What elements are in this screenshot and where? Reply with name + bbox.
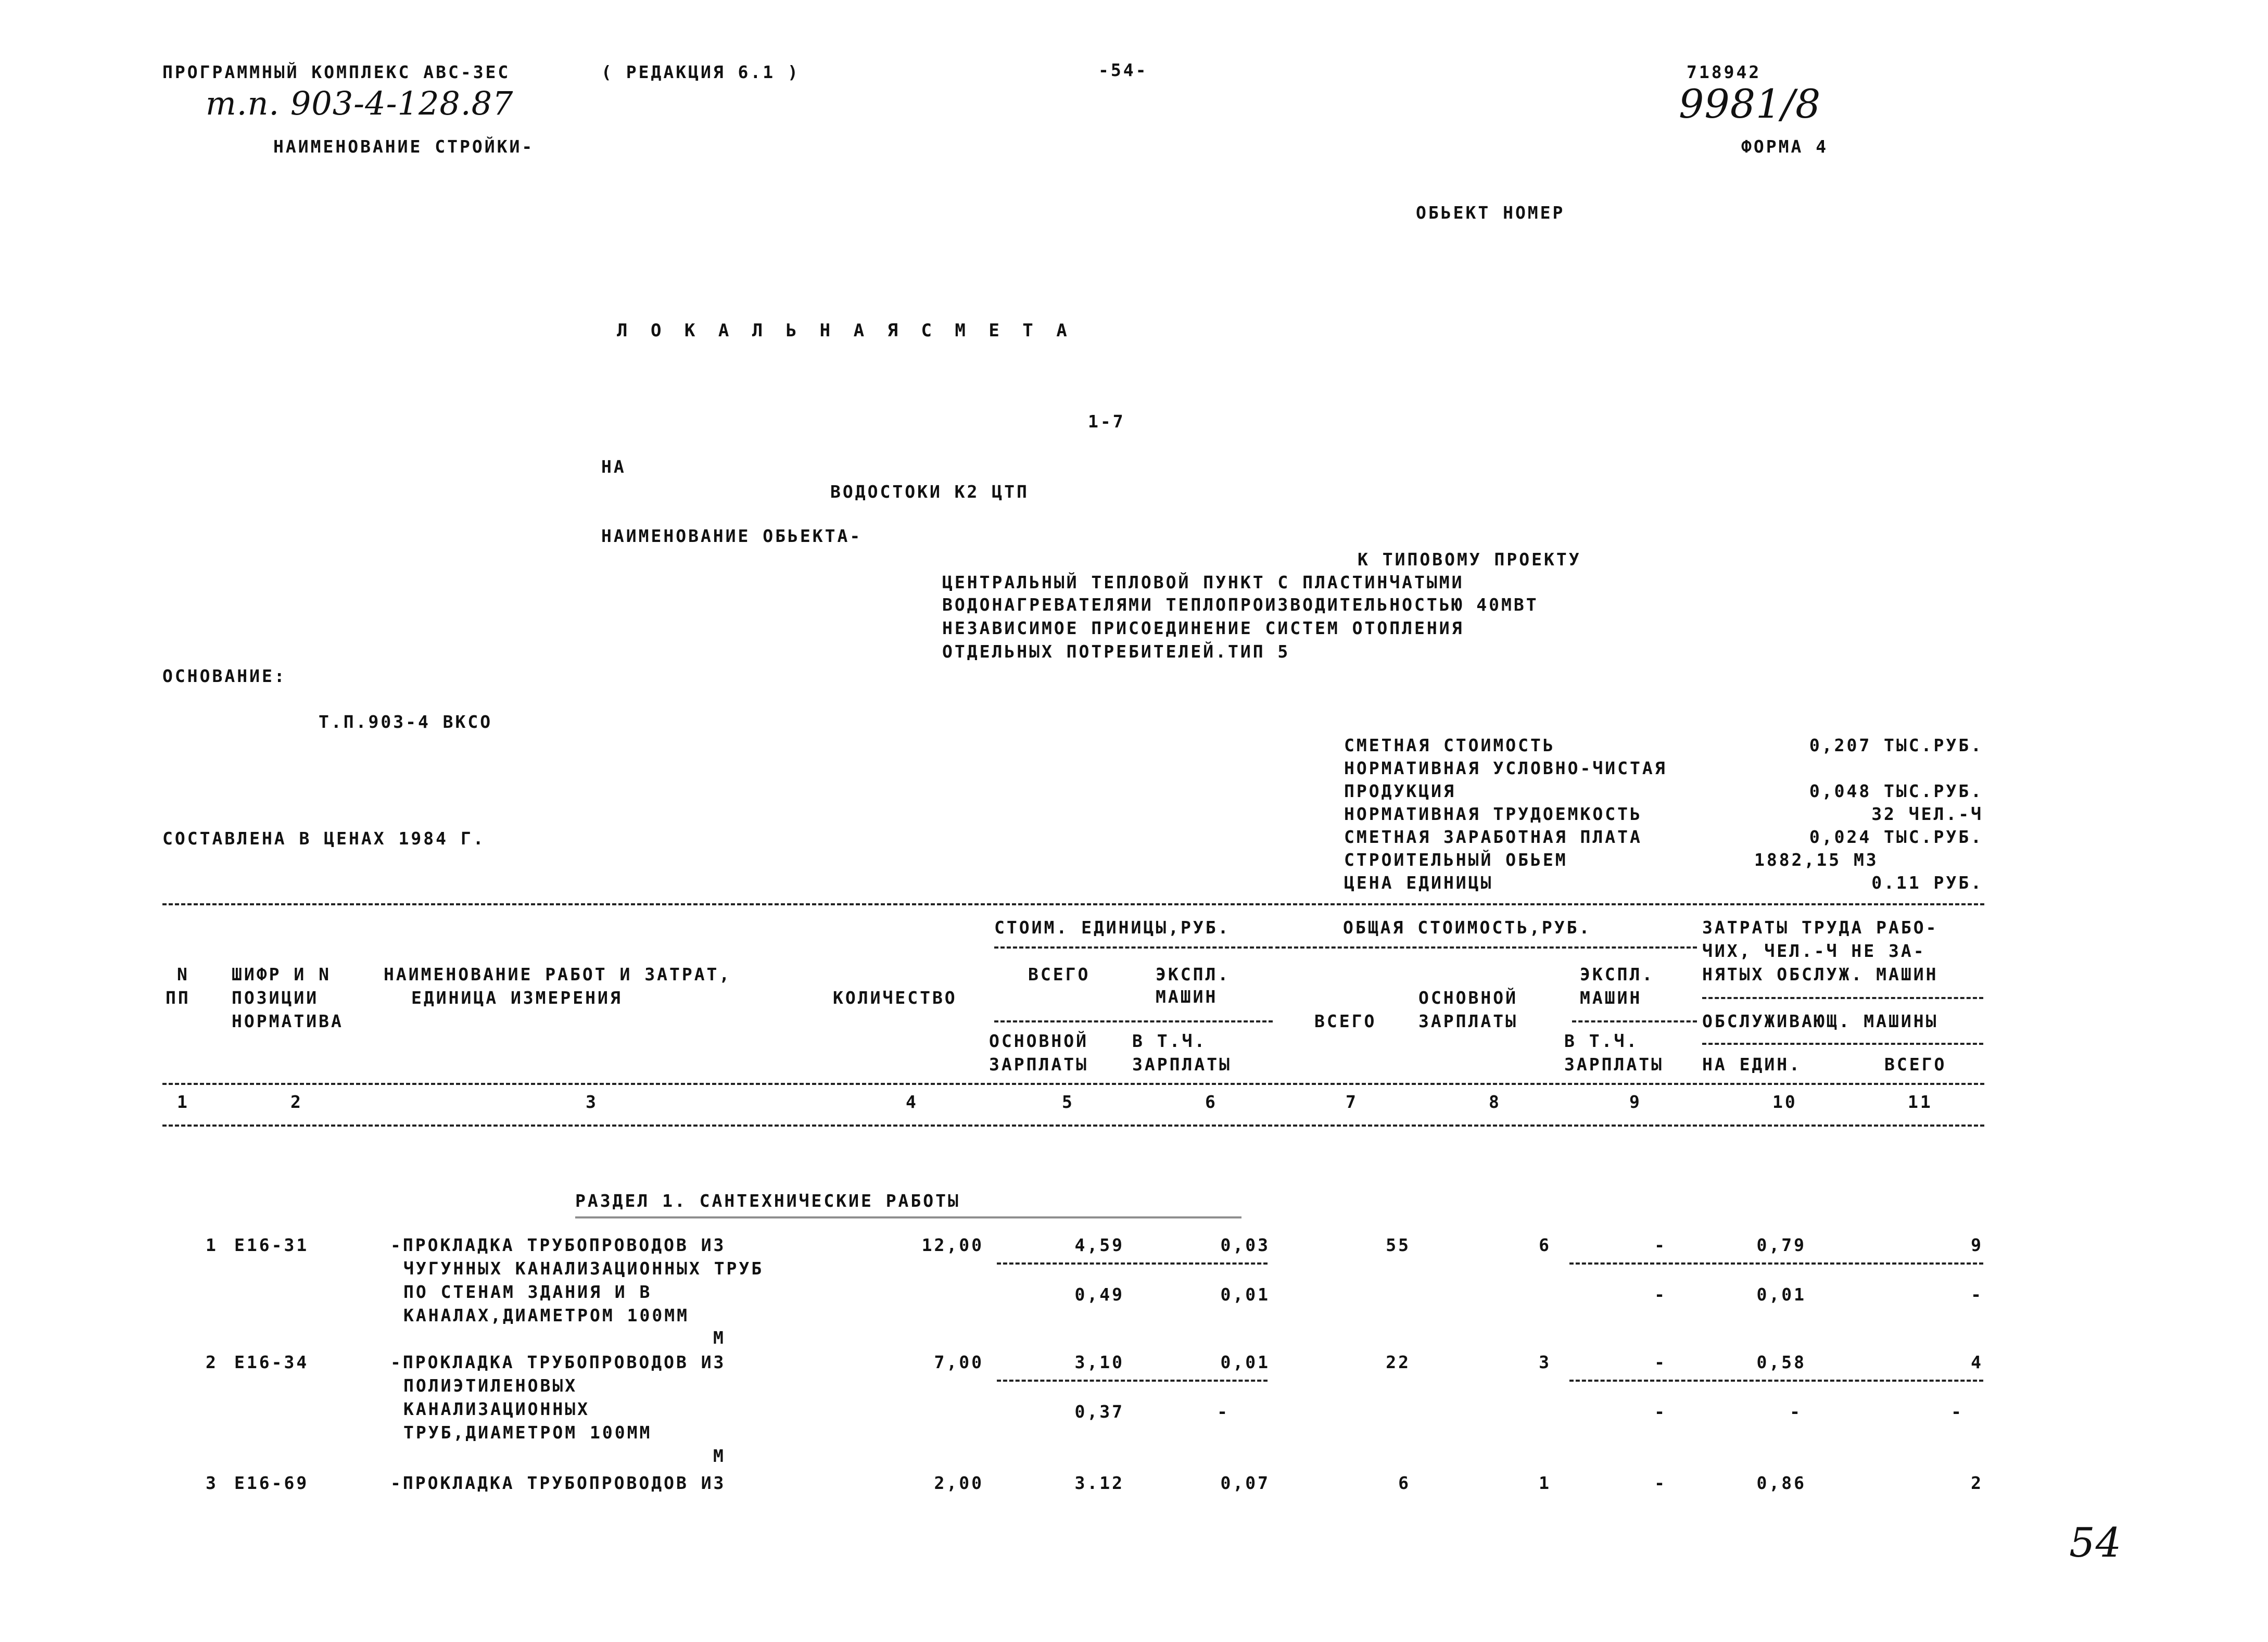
colnum-10: 10 xyxy=(1772,1092,1797,1112)
object-line-4: НЕЗАВИСИМОЕ ПРИСОЕДИНЕНИЕ СИСТЕМ ОТОПЛЕНИЯ xyxy=(942,618,1464,638)
handwritten-project-number: т.п. 903-4-128.87 xyxy=(206,84,514,122)
estimate-on-label: НА xyxy=(601,457,626,477)
handwritten-page-number: 54 xyxy=(2069,1520,2122,1567)
row3-total: 6 xyxy=(1398,1473,1411,1493)
row2-name-2: ПОЛИЭТИЛЕНОВЫХ xyxy=(403,1375,578,1396)
header-total-machines-1: ЭКСПЛ. xyxy=(1580,964,1655,984)
row3-code: Е16-69 xyxy=(234,1473,309,1493)
header-total-machines-rule xyxy=(1572,1020,1697,1022)
header-col2-line1: ШИФР И N xyxy=(232,964,331,984)
row3-labor-total: 2 xyxy=(1971,1473,1983,1493)
row1-service-total: - xyxy=(1971,1284,1983,1305)
header-unit-total: ВСЕГО xyxy=(1028,964,1091,984)
row1-name-1: -ПРОКЛАДКА ТРУБОПРОВОДОВ ИЗ xyxy=(390,1235,726,1255)
row3-machines: - xyxy=(1654,1473,1667,1493)
construction-name-label: НАИМЕНОВАНИЕ СТРОЙКИ- xyxy=(273,136,535,157)
row1-name-4: КАНАЛАХ,ДИАМЕТРОМ 100ММ xyxy=(403,1305,689,1325)
row1-service-unit: 0,01 xyxy=(1756,1284,1806,1305)
summary-label-1: СМЕТНАЯ СТОИМОСТЬ xyxy=(1344,735,1555,755)
row2-name-4: ТРУБ,ДИАМЕТРОМ 100ММ xyxy=(403,1422,652,1443)
header-total-basepay-2: ЗАРПЛАТЫ xyxy=(1418,1011,1518,1031)
header-labor-service: ОБСЛУЖИВАЮЩ. МАШИНЫ xyxy=(1702,1011,1938,1031)
doc-number: 718942 xyxy=(1687,62,1762,82)
header-labor-total: ВСЕГО xyxy=(1884,1054,1947,1075)
colnum-bottom-rule xyxy=(162,1125,1984,1127)
row2-total: 22 xyxy=(1386,1352,1411,1372)
summary-value-3: 0,048 ТЫС.РУБ. xyxy=(1809,781,1983,801)
header-bottom-rule xyxy=(162,1083,1984,1085)
page-mark: -54- xyxy=(1098,60,1148,80)
row2-labor-rule xyxy=(1569,1380,1983,1382)
header-unit-basepay-2: ЗАРПЛАТЫ xyxy=(989,1054,1088,1075)
row2-name-1: -ПРОКЛАДКА ТРУБОПРОВОДОВ ИЗ xyxy=(390,1352,726,1372)
program-name: ПРОГРАММНЫЙ КОМПЛЕКС АВС-ЗЕС xyxy=(162,62,511,82)
colnum-9: 9 xyxy=(1629,1092,1642,1112)
colnum-11: 11 xyxy=(1908,1092,1933,1112)
row3-labor-unit: 0,86 xyxy=(1756,1473,1806,1493)
header-unit-inclpay-2: ЗАРПЛАТЫ xyxy=(1132,1054,1232,1075)
row2-service-unit: - xyxy=(1790,1401,1802,1422)
header-total-machines-2: МАШИН xyxy=(1580,988,1642,1008)
row1-labor-rule xyxy=(1569,1262,1983,1265)
header-per-unit: НА ЕДИН. xyxy=(1702,1054,1802,1075)
header-unit-machines-2: МАШИН xyxy=(1156,987,1218,1007)
object-line-5: ОТДЕЛЬНЫХ ПОТРЕБИТЕЛЕЙ.ТИП 5 xyxy=(942,641,1290,662)
summary-value-4: 32 ЧЕЛ.-Ч xyxy=(1871,804,1983,824)
row2-labor-total: 4 xyxy=(1971,1352,1983,1372)
object-line-3: ВОДОНАГРЕВАТЕЛЯМИ ТЕПЛОПРОИЗВОДИТЕЛЬНОСТЬЮ 40МВТ xyxy=(942,595,1539,615)
row2-unit-machines: 0,01 xyxy=(1220,1352,1270,1372)
row1-name-2: ЧУГУННЫХ КАНАЛИЗАЦИОННЫХ ТРУБ xyxy=(403,1258,764,1279)
row2-quantity: 7,00 xyxy=(934,1352,984,1372)
header-unit-basepay-1: ОСНОВНОЙ xyxy=(989,1031,1088,1051)
colnum-6: 6 xyxy=(1205,1092,1218,1112)
header-col1-line1: N xyxy=(177,964,189,984)
basis-label: ОСНОВАНИЕ: xyxy=(162,666,287,686)
header-total-inclpay-1: В Т.Ч. xyxy=(1564,1031,1639,1051)
program-edition: ( РЕДАКЦИЯ 6.1 ) xyxy=(601,62,800,82)
row1-quantity: 12,00 xyxy=(921,1235,984,1255)
row2-unit: М xyxy=(713,1446,726,1466)
header-unit-cost: СТОИМ. ЕДИНИЦЫ,РУБ. xyxy=(994,917,1231,938)
row1-machines: - xyxy=(1654,1235,1667,1255)
row1-unit-total: 4,59 xyxy=(1074,1235,1124,1255)
section-underline xyxy=(575,1217,1241,1220)
row1-labor-total: 9 xyxy=(1971,1235,1983,1255)
summary-label-4: НОРМАТИВНАЯ ТРУДОЕМКОСТЬ xyxy=(1344,804,1642,824)
row3-quantity: 2,00 xyxy=(934,1473,984,1493)
summary-value-5: 0,024 ТЫС.РУБ. xyxy=(1809,827,1983,847)
header-unit-inclpay-1: В Т.Ч. xyxy=(1132,1031,1207,1051)
header-unit-rule-2 xyxy=(994,1020,1273,1022)
row1-unit-rule xyxy=(997,1262,1268,1265)
summary-value-1: 0,207 ТЫС.РУБ. xyxy=(1809,735,1983,755)
row2-unit-rule xyxy=(997,1380,1268,1382)
row3-unit-machines: 0,07 xyxy=(1220,1473,1270,1493)
colnum-5: 5 xyxy=(1062,1092,1074,1112)
row1-number: 1 xyxy=(206,1235,218,1255)
colnum-8: 8 xyxy=(1489,1092,1501,1112)
row2-machines: - xyxy=(1654,1352,1667,1372)
form-number: ФОРМА 4 xyxy=(1741,136,1829,157)
row2-code: Е16-34 xyxy=(234,1352,309,1372)
prices-label: СОСТАВЛЕНА В ЦЕНАХ 1984 Г. xyxy=(162,828,486,849)
colnum-3: 3 xyxy=(586,1092,598,1112)
header-col3-line1: НАИМЕНОВАНИЕ РАБОТ И ЗАТРАТ, xyxy=(384,964,732,984)
header-col2-line3: НОРМАТИВА xyxy=(232,1011,344,1031)
header-labor-rule xyxy=(1702,997,1983,999)
summary-label-6: СТРОИТЕЛЬНЫЙ ОБЬЕМ xyxy=(1344,850,1568,870)
summary-value-7: 0.11 РУБ. xyxy=(1871,873,1983,893)
row2-unit-incl-pay: - xyxy=(1217,1401,1230,1422)
row3-number: 3 xyxy=(206,1473,218,1493)
header-total-inclpay-2: ЗАРПЛАТЫ xyxy=(1564,1054,1664,1075)
header-total-basepay-1: ОСНОВНОЙ xyxy=(1418,988,1518,1008)
colnum-4: 4 xyxy=(906,1092,918,1112)
row3-unit-total: 3.12 xyxy=(1074,1473,1124,1493)
header-col2-line2: ПОЗИЦИИ xyxy=(232,988,319,1008)
colnum-7: 7 xyxy=(1346,1092,1358,1112)
row3-base-pay: 1 xyxy=(1539,1473,1551,1493)
section-title: РАЗДЕЛ 1. САНТЕХНИЧЕСКИЕ РАБОТЫ xyxy=(575,1191,960,1211)
object-number-label: ОБЬЕКТ НОМЕР xyxy=(1416,203,1565,223)
colnum-2: 2 xyxy=(290,1092,303,1112)
header-labor-rule-2 xyxy=(1702,1043,1983,1045)
header-quantity: КОЛИЧЕСТВО xyxy=(833,988,957,1008)
summary-label-7: ЦЕНА ЕДИНИЦЫ xyxy=(1344,873,1493,893)
row1-unit-machines: 0,03 xyxy=(1220,1235,1270,1255)
row1-unit-incl-pay: 0,01 xyxy=(1220,1284,1270,1305)
estimate-title: Л О К А Л Ь Н А Я С М Е Т А xyxy=(617,320,1073,341)
row3-name-1: -ПРОКЛАДКА ТРУБОПРОВОДОВ ИЗ xyxy=(390,1473,726,1493)
row1-unit-base-pay: 0,49 xyxy=(1074,1284,1124,1305)
header-unit-machines-1: ЭКСПЛ. xyxy=(1156,964,1231,984)
row2-base-pay: 3 xyxy=(1539,1352,1551,1372)
summary-label-2: НОРМАТИВНАЯ УСЛОВНО-ЧИСТАЯ xyxy=(1344,758,1667,778)
summary-label-5: СМЕТНАЯ ЗАРАБОТНАЯ ПЛАТА xyxy=(1344,827,1642,847)
header-labor-2: ЧИХ, ЧЕЛ.-Ч НЕ ЗА- xyxy=(1702,941,1926,961)
row1-code: Е16-31 xyxy=(234,1235,309,1255)
row2-service-total: - xyxy=(1951,1401,1963,1422)
row1-incl-pay: - xyxy=(1654,1284,1667,1305)
estimate-number: 1-7 xyxy=(1088,411,1125,432)
basis-value: Т.П.903-4 ВКСО xyxy=(319,712,493,732)
row2-name-3: КАНАЛИЗАЦИОННЫХ xyxy=(403,1399,590,1419)
colnum-1: 1 xyxy=(177,1092,189,1112)
object-name-label: НАИМЕНОВАНИЕ ОБЬЕКТА- xyxy=(601,526,863,546)
row1-name-3: ПО СТЕНАМ ЗДАНИЯ И В xyxy=(403,1282,652,1302)
header-total-rule xyxy=(1275,946,1697,949)
row1-base-pay: 6 xyxy=(1539,1235,1551,1255)
header-labor-1: ЗАТРАТЫ ТРУДА РАБО- xyxy=(1702,917,1938,938)
table-top-rule xyxy=(162,903,1984,905)
summary-label-3: ПРОДУКЦИЯ xyxy=(1344,781,1456,801)
header-col3-line2: ЕДИНИЦА ИЗМЕРЕНИЯ xyxy=(411,988,623,1008)
row2-labor-unit: 0,58 xyxy=(1756,1352,1806,1372)
handwritten-code: 9981/8 xyxy=(1679,81,1821,127)
header-total-all: ВСЕГО xyxy=(1314,1011,1377,1031)
object-line-1: К ТИПОВОМУ ПРОЕКТУ xyxy=(1358,549,1581,570)
row2-incl-pay: - xyxy=(1654,1401,1667,1422)
row2-unit-total: 3,10 xyxy=(1074,1352,1124,1372)
row1-total: 55 xyxy=(1386,1235,1411,1255)
header-labor-3: НЯТЫХ ОБСЛУЖ. МАШИН xyxy=(1702,964,1938,984)
header-col1-line2: ПП xyxy=(166,988,191,1008)
header-total-cost: ОБЩАЯ СТОИМОСТЬ,РУБ. xyxy=(1343,917,1592,938)
header-unit-rule xyxy=(994,946,1273,949)
row1-labor-unit: 0,79 xyxy=(1756,1235,1806,1255)
object-line-2: ЦЕНТРАЛЬНЫЙ ТЕПЛОВОЙ ПУНКТ С ПЛАСТИНЧАТЫМИ xyxy=(942,572,1464,592)
estimate-subject: ВОДОСТОКИ К2 ЦТП xyxy=(830,482,1029,502)
row2-number: 2 xyxy=(206,1352,218,1372)
row2-unit-base-pay: 0,37 xyxy=(1074,1401,1124,1422)
row1-unit: М xyxy=(713,1328,726,1348)
summary-value-6: 1882,15 М3 xyxy=(1754,850,1879,870)
